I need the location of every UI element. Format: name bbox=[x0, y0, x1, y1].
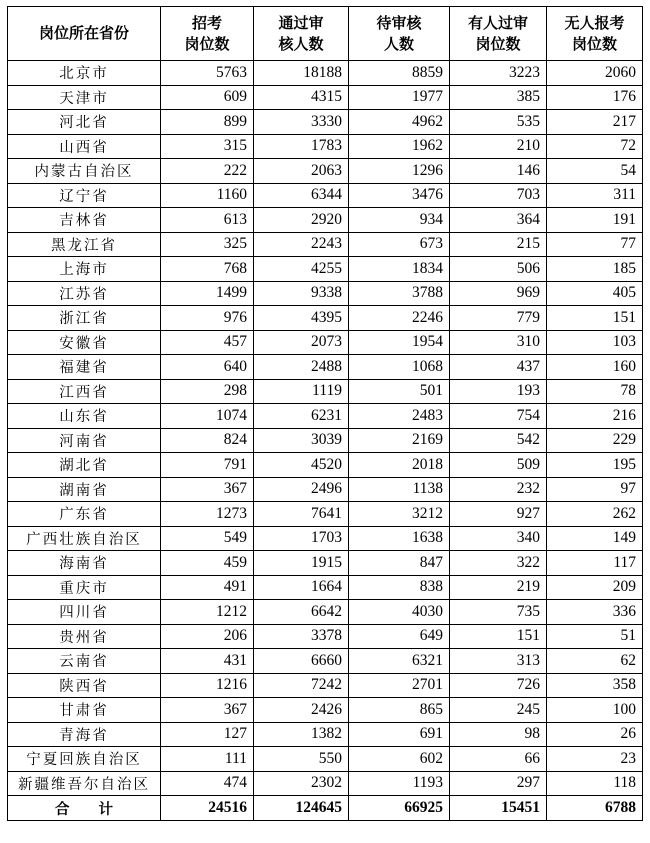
pending-cell: 3212 bbox=[349, 502, 450, 527]
table-row bbox=[8, 575, 643, 600]
table-row bbox=[8, 722, 643, 747]
no-applicant-cell: 72 bbox=[547, 134, 643, 159]
approved-cell: 124645 bbox=[254, 796, 349, 821]
passed-positions-cell: 969 bbox=[450, 281, 547, 306]
province-cell: 湖南省 bbox=[8, 477, 161, 502]
header-pending bbox=[349, 7, 450, 61]
pending-cell: 3788 bbox=[349, 281, 450, 306]
positions-cell: 1273 bbox=[161, 502, 254, 527]
approved-cell: 6660 bbox=[254, 649, 349, 674]
no-applicant-cell: 185 bbox=[547, 257, 643, 282]
positions-cell: 609 bbox=[161, 85, 254, 110]
passed-positions-cell: 535 bbox=[450, 110, 547, 135]
passed-positions-cell: 703 bbox=[450, 183, 547, 208]
pending-cell: 2169 bbox=[349, 428, 450, 453]
pending-cell: 2246 bbox=[349, 306, 450, 331]
header-text-line: 待审核 bbox=[376, 13, 422, 32]
pending-cell: 4030 bbox=[349, 600, 450, 625]
province-cell: 吉林省 bbox=[8, 208, 161, 233]
no-applicant-cell: 358 bbox=[547, 673, 643, 698]
no-applicant-cell: 216 bbox=[547, 404, 643, 429]
province-cell: 湖北省 bbox=[8, 453, 161, 478]
passed-positions-cell: 310 bbox=[450, 330, 547, 355]
table-row bbox=[8, 747, 643, 772]
positions-cell: 206 bbox=[161, 624, 254, 649]
table-body bbox=[8, 61, 643, 821]
province-cell: 陕西省 bbox=[8, 673, 161, 698]
positions-cell: 1212 bbox=[161, 600, 254, 625]
passed-positions-cell: 151 bbox=[450, 624, 547, 649]
approved-cell: 9338 bbox=[254, 281, 349, 306]
passed-positions-cell: 193 bbox=[450, 379, 547, 404]
no-applicant-cell: 209 bbox=[547, 575, 643, 600]
passed-positions-cell: 313 bbox=[450, 649, 547, 674]
province-cell: 新疆维吾尔自治区 bbox=[8, 771, 161, 796]
approved-cell: 2243 bbox=[254, 232, 349, 257]
table-row bbox=[8, 257, 643, 282]
no-applicant-cell: 51 bbox=[547, 624, 643, 649]
pending-cell: 1834 bbox=[349, 257, 450, 282]
province-cell: 福建省 bbox=[8, 355, 161, 380]
pending-cell: 1193 bbox=[349, 771, 450, 796]
approved-cell: 6642 bbox=[254, 600, 349, 625]
passed-positions-cell: 385 bbox=[450, 85, 547, 110]
table-row bbox=[8, 85, 643, 110]
passed-positions-cell: 215 bbox=[450, 232, 547, 257]
passed-positions-cell: 779 bbox=[450, 306, 547, 331]
approved-cell: 7242 bbox=[254, 673, 349, 698]
header-text-line: 核人数 bbox=[278, 34, 324, 53]
pending-cell: 1977 bbox=[349, 85, 450, 110]
no-applicant-cell: 54 bbox=[547, 159, 643, 184]
passed-positions-cell: 754 bbox=[450, 404, 547, 429]
table-row bbox=[8, 134, 643, 159]
table-row bbox=[8, 698, 643, 723]
passed-positions-cell: 437 bbox=[450, 355, 547, 380]
passed-positions-cell: 340 bbox=[450, 526, 547, 551]
pending-cell: 2701 bbox=[349, 673, 450, 698]
table-row bbox=[8, 551, 643, 576]
header-passed-positions bbox=[450, 7, 547, 61]
province-cell: 江苏省 bbox=[8, 281, 161, 306]
approved-cell: 3378 bbox=[254, 624, 349, 649]
province-cell: 海南省 bbox=[8, 551, 161, 576]
header-text-line: 招考 bbox=[191, 13, 222, 32]
positions-cell: 5763 bbox=[161, 61, 254, 86]
pending-cell: 865 bbox=[349, 698, 450, 723]
table-row bbox=[8, 477, 643, 502]
pending-cell: 2483 bbox=[349, 404, 450, 429]
no-applicant-cell: 26 bbox=[547, 722, 643, 747]
pending-cell: 6321 bbox=[349, 649, 450, 674]
no-applicant-cell: 311 bbox=[547, 183, 643, 208]
passed-positions-cell: 66 bbox=[450, 747, 547, 772]
approved-cell: 4520 bbox=[254, 453, 349, 478]
header-row bbox=[8, 7, 643, 61]
header-text-line: 有人过审 bbox=[467, 13, 528, 32]
no-applicant-cell: 176 bbox=[547, 85, 643, 110]
approved-cell: 1119 bbox=[254, 379, 349, 404]
passed-positions-cell: 219 bbox=[450, 575, 547, 600]
no-applicant-cell: 118 bbox=[547, 771, 643, 796]
positions-cell: 768 bbox=[161, 257, 254, 282]
passed-positions-cell: 232 bbox=[450, 477, 547, 502]
positions-cell: 459 bbox=[161, 551, 254, 576]
positions-cell: 24516 bbox=[161, 796, 254, 821]
pending-cell: 1638 bbox=[349, 526, 450, 551]
header-approved bbox=[254, 7, 349, 61]
table-row bbox=[8, 232, 643, 257]
passed-positions-cell: 15451 bbox=[450, 796, 547, 821]
approved-cell: 2488 bbox=[254, 355, 349, 380]
positions-cell: 431 bbox=[161, 649, 254, 674]
no-applicant-cell: 336 bbox=[547, 600, 643, 625]
positions-cell: 222 bbox=[161, 159, 254, 184]
passed-positions-cell: 3223 bbox=[450, 61, 547, 86]
approved-cell: 4255 bbox=[254, 257, 349, 282]
header-province bbox=[8, 7, 161, 61]
positions-cell: 549 bbox=[161, 526, 254, 551]
no-applicant-cell: 6788 bbox=[547, 796, 643, 821]
approved-cell: 550 bbox=[254, 747, 349, 772]
no-applicant-cell: 405 bbox=[547, 281, 643, 306]
no-applicant-cell: 262 bbox=[547, 502, 643, 527]
header-text-line: 人数 bbox=[383, 34, 414, 53]
table-row bbox=[8, 306, 643, 331]
positions-cell: 976 bbox=[161, 306, 254, 331]
no-applicant-cell: 229 bbox=[547, 428, 643, 453]
positions-cell: 1074 bbox=[161, 404, 254, 429]
province-cell: 四川省 bbox=[8, 600, 161, 625]
positions-cell: 298 bbox=[161, 379, 254, 404]
passed-positions-cell: 297 bbox=[450, 771, 547, 796]
pending-cell: 1296 bbox=[349, 159, 450, 184]
approved-cell: 7641 bbox=[254, 502, 349, 527]
passed-positions-cell: 735 bbox=[450, 600, 547, 625]
positions-cell: 613 bbox=[161, 208, 254, 233]
province-statistics-table bbox=[7, 6, 643, 821]
pending-cell: 4962 bbox=[349, 110, 450, 135]
passed-positions-cell: 98 bbox=[450, 722, 547, 747]
passed-positions-cell: 245 bbox=[450, 698, 547, 723]
passed-positions-cell: 542 bbox=[450, 428, 547, 453]
no-applicant-cell: 100 bbox=[547, 698, 643, 723]
table-row bbox=[8, 379, 643, 404]
positions-cell: 640 bbox=[161, 355, 254, 380]
province-cell: 宁夏回族自治区 bbox=[8, 747, 161, 772]
header-no-applicant-positions bbox=[547, 7, 643, 61]
positions-cell: 127 bbox=[161, 722, 254, 747]
province-cell: 天津市 bbox=[8, 85, 161, 110]
province-cell: 贵州省 bbox=[8, 624, 161, 649]
province-cell: 北京市 bbox=[8, 61, 161, 86]
positions-cell: 899 bbox=[161, 110, 254, 135]
no-applicant-cell: 217 bbox=[547, 110, 643, 135]
pending-cell: 501 bbox=[349, 379, 450, 404]
province-cell: 河南省 bbox=[8, 428, 161, 453]
header-text-line: 岗位数 bbox=[184, 34, 230, 53]
no-applicant-cell: 149 bbox=[547, 526, 643, 551]
no-applicant-cell: 117 bbox=[547, 551, 643, 576]
passed-positions-cell: 509 bbox=[450, 453, 547, 478]
approved-cell: 2496 bbox=[254, 477, 349, 502]
province-cell: 安徽省 bbox=[8, 330, 161, 355]
province-cell: 广东省 bbox=[8, 502, 161, 527]
no-applicant-cell: 195 bbox=[547, 453, 643, 478]
province-cell: 河北省 bbox=[8, 110, 161, 135]
positions-cell: 367 bbox=[161, 477, 254, 502]
positions-cell: 457 bbox=[161, 330, 254, 355]
approved-cell: 3039 bbox=[254, 428, 349, 453]
passed-positions-cell: 506 bbox=[450, 257, 547, 282]
no-applicant-cell: 23 bbox=[547, 747, 643, 772]
positions-cell: 325 bbox=[161, 232, 254, 257]
approved-cell: 2073 bbox=[254, 330, 349, 355]
pending-cell: 838 bbox=[349, 575, 450, 600]
total-row bbox=[8, 796, 643, 821]
positions-cell: 1216 bbox=[161, 673, 254, 698]
no-applicant-cell: 103 bbox=[547, 330, 643, 355]
positions-cell: 1499 bbox=[161, 281, 254, 306]
province-cell: 山东省 bbox=[8, 404, 161, 429]
positions-cell: 491 bbox=[161, 575, 254, 600]
passed-positions-cell: 927 bbox=[450, 502, 547, 527]
province-cell: 云南省 bbox=[8, 649, 161, 674]
province-cell: 黑龙江省 bbox=[8, 232, 161, 257]
table-row bbox=[8, 61, 643, 86]
approved-cell: 4395 bbox=[254, 306, 349, 331]
province-cell: 青海省 bbox=[8, 722, 161, 747]
positions-cell: 315 bbox=[161, 134, 254, 159]
approved-cell: 2920 bbox=[254, 208, 349, 233]
passed-positions-cell: 146 bbox=[450, 159, 547, 184]
approved-cell: 2426 bbox=[254, 698, 349, 723]
province-cell: 合 计 bbox=[8, 796, 161, 821]
table-row bbox=[8, 600, 643, 625]
table-row bbox=[8, 526, 643, 551]
province-cell: 内蒙古自治区 bbox=[8, 159, 161, 184]
table-row bbox=[8, 771, 643, 796]
positions-cell: 111 bbox=[161, 747, 254, 772]
header-positions bbox=[161, 7, 254, 61]
approved-cell: 1382 bbox=[254, 722, 349, 747]
pending-cell: 934 bbox=[349, 208, 450, 233]
table-row bbox=[8, 502, 643, 527]
approved-cell: 4315 bbox=[254, 85, 349, 110]
approved-cell: 18188 bbox=[254, 61, 349, 86]
pending-cell: 1954 bbox=[349, 330, 450, 355]
province-cell: 浙江省 bbox=[8, 306, 161, 331]
table-row bbox=[8, 624, 643, 649]
positions-cell: 1160 bbox=[161, 183, 254, 208]
pending-cell: 673 bbox=[349, 232, 450, 257]
approved-cell: 2302 bbox=[254, 771, 349, 796]
pending-cell: 1068 bbox=[349, 355, 450, 380]
positions-cell: 367 bbox=[161, 698, 254, 723]
province-cell: 重庆市 bbox=[8, 575, 161, 600]
province-cell: 上海市 bbox=[8, 257, 161, 282]
province-cell: 辽宁省 bbox=[8, 183, 161, 208]
positions-cell: 791 bbox=[161, 453, 254, 478]
pending-cell: 3476 bbox=[349, 183, 450, 208]
passed-positions-cell: 210 bbox=[450, 134, 547, 159]
no-applicant-cell: 97 bbox=[547, 477, 643, 502]
table-row bbox=[8, 281, 643, 306]
approved-cell: 2063 bbox=[254, 159, 349, 184]
province-cell: 江西省 bbox=[8, 379, 161, 404]
pending-cell: 691 bbox=[349, 722, 450, 747]
table-row bbox=[8, 110, 643, 135]
approved-cell: 3330 bbox=[254, 110, 349, 135]
positions-cell: 824 bbox=[161, 428, 254, 453]
pending-cell: 1962 bbox=[349, 134, 450, 159]
no-applicant-cell: 78 bbox=[547, 379, 643, 404]
header-text-line: 岗位数 bbox=[571, 34, 617, 53]
no-applicant-cell: 191 bbox=[547, 208, 643, 233]
passed-positions-cell: 726 bbox=[450, 673, 547, 698]
table-row bbox=[8, 428, 643, 453]
approved-cell: 1703 bbox=[254, 526, 349, 551]
pending-cell: 847 bbox=[349, 551, 450, 576]
province-cell: 甘肃省 bbox=[8, 698, 161, 723]
table-row bbox=[8, 673, 643, 698]
no-applicant-cell: 77 bbox=[547, 232, 643, 257]
pending-cell: 602 bbox=[349, 747, 450, 772]
header-text-line: 岗位数 bbox=[475, 34, 521, 53]
table-row bbox=[8, 649, 643, 674]
no-applicant-cell: 2060 bbox=[547, 61, 643, 86]
no-applicant-cell: 62 bbox=[547, 649, 643, 674]
no-applicant-cell: 151 bbox=[547, 306, 643, 331]
table-row bbox=[8, 159, 643, 184]
table-row bbox=[8, 355, 643, 380]
table-row bbox=[8, 208, 643, 233]
table-row bbox=[8, 330, 643, 355]
approved-cell: 1783 bbox=[254, 134, 349, 159]
table-row bbox=[8, 453, 643, 478]
approved-cell: 1664 bbox=[254, 575, 349, 600]
passed-positions-cell: 322 bbox=[450, 551, 547, 576]
pending-cell: 2018 bbox=[349, 453, 450, 478]
table-row bbox=[8, 183, 643, 208]
approved-cell: 1915 bbox=[254, 551, 349, 576]
pending-cell: 649 bbox=[349, 624, 450, 649]
province-cell: 广西壮族自治区 bbox=[8, 526, 161, 551]
passed-positions-cell: 364 bbox=[450, 208, 547, 233]
province-cell: 山西省 bbox=[8, 134, 161, 159]
header-text-line: 通过审 bbox=[278, 13, 324, 32]
table-row bbox=[8, 404, 643, 429]
pending-cell: 8859 bbox=[349, 61, 450, 86]
pending-cell: 66925 bbox=[349, 796, 450, 821]
approved-cell: 6344 bbox=[254, 183, 349, 208]
no-applicant-cell: 160 bbox=[547, 355, 643, 380]
header-text-line: 岗位所在省份 bbox=[38, 24, 129, 42]
approved-cell: 6231 bbox=[254, 404, 349, 429]
positions-cell: 474 bbox=[161, 771, 254, 796]
header-text-line: 无人报考 bbox=[564, 13, 625, 32]
pending-cell: 1138 bbox=[349, 477, 450, 502]
